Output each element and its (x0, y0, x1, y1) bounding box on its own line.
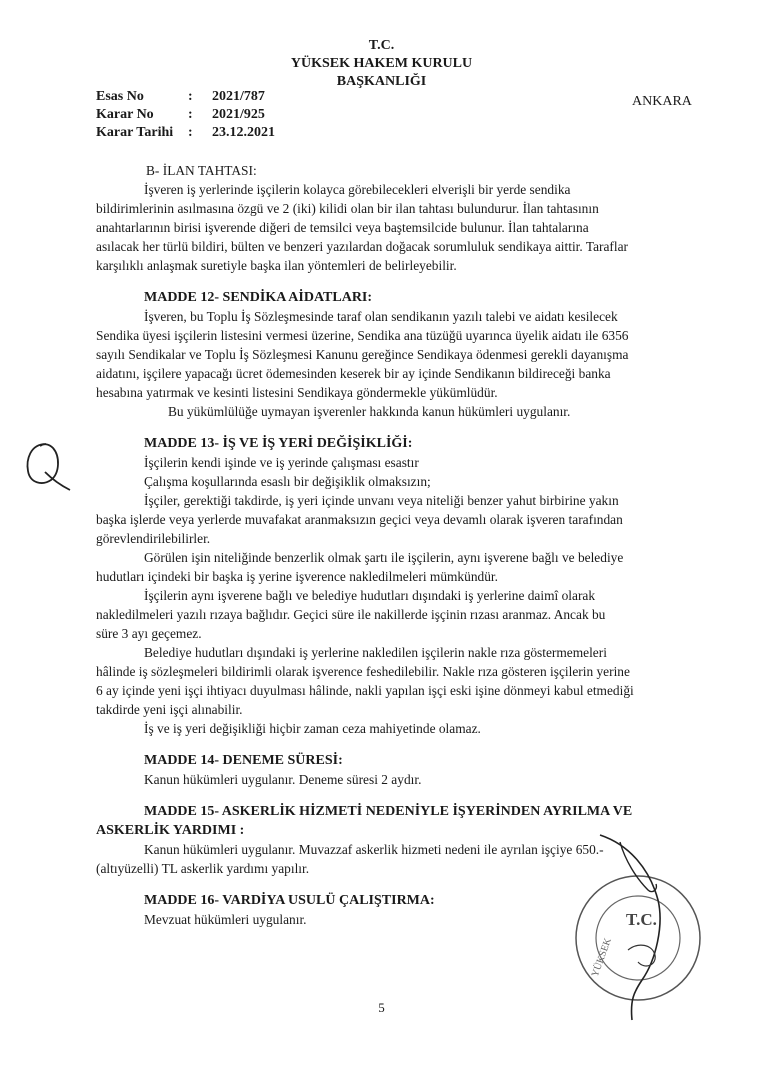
text-line: aidatını, işçilere yapacağı ücret ödemesinden keserek bir ay içinde Sendikanın bildireceği banka (96, 366, 611, 381)
article-heading: MADDE 12- SENDİKA AİDATLARI: (144, 290, 373, 305)
text-line: süre 3 ayı geçemez. (96, 626, 202, 641)
case-info-value: 2021/925 (212, 107, 265, 122)
section-heading: B- İLAN TAHTASI: (146, 163, 257, 178)
header-office: BAŞKANLIĞI (336, 74, 427, 89)
text-line: İşçilerin kendi işinde ve iş yerinde çalışması esastır (144, 455, 419, 470)
text-line: görevlendirilebilirler. (96, 531, 211, 546)
city: ANKARA (632, 94, 692, 109)
text-line: 6 ay içinde yeni işçi ihtiyacı duyulması hâlinde, nakli yapılan işçi eski işine dönmeyi kabul etmediği (96, 683, 634, 698)
case-info-row (96, 124, 275, 142)
text-line: hudutları içindeki bir başka iş yerine işverence nakledilmeleri mümkündür. (96, 569, 498, 584)
case-info-row (96, 88, 275, 106)
header-tc: T.C. (368, 38, 395, 53)
text-line: İşçilerin aynı işverene bağlı ve belediye hudutları dışındaki iş yerlerine daimî olarak (144, 588, 596, 603)
text-line: Görülen işin niteliğinde benzerlik olmak şartı ile işçilerin, aynı işverene bağlı ve belediye (144, 550, 624, 565)
text-line: İş ve iş yeri değişikliği hiçbir zaman ceza mahiyetinde olamaz. (144, 721, 481, 736)
text-line: İşveren iş yerlerinde işçilerin kolayca görebilecekleri elverişli bir yerde sendika (144, 182, 571, 197)
article-heading: MADDE 14- DENEME SÜRESİ: (144, 753, 343, 768)
text-line: takdirde yeni işçi alınabilir. (96, 702, 243, 717)
text-line: Çalışma koşullarında esaslı bir değişiklik olmaksızın; (144, 474, 431, 489)
page-number: 5 (378, 1000, 385, 1015)
text-line: İşveren, bu Toplu İş Sözleşmesinde taraf olan sendikanın yazılı talebi ve aidatı kesilecek (144, 309, 618, 324)
case-info-sep: : (188, 125, 193, 140)
case-info-key: Esas No (96, 89, 144, 104)
article-heading: MADDE 13- İŞ VE İŞ YERİ DEĞİŞİKLİĞİ: (144, 436, 413, 451)
official-stamp-icon (560, 830, 760, 1030)
article-heading: MADDE 16- VARDİYA USULÜ ÇALIŞTIRMA: (144, 893, 435, 908)
text-line: Belediye hudutları dışındaki iş yerlerine nakledilen işçilerin nakle rıza göstermemeleri (144, 645, 607, 660)
text-line: Sendika üyesi işçilerin listesini vermesi üzerine, Sendika ana tüzüğü uyarınca üyelik aidatı ile 6356 (96, 328, 629, 343)
text-line: Kanun hükümleri uygulanır. Deneme süresi 2 aydır. (144, 772, 422, 787)
text-line: Bu yükümlülüğe uymayan işverenler hakkında kanun hükümleri uygulanır. (168, 404, 571, 419)
text-line: Mevzuat hükümleri uygulanır. (144, 912, 307, 927)
margin-mark-icon (18, 438, 76, 494)
text-line: (altıyüzelli) TL askerlik yardımı yapılır. (96, 861, 310, 876)
case-info-value: 2021/787 (212, 89, 265, 104)
case-info-row (96, 106, 275, 124)
text-line: İşçiler, gerektiği takdirde, iş yeri içinde unvanı veya niteliği benzer yahut birbirine yakın (144, 493, 619, 508)
text-line: nakledilmeleri yazılı rızaya bağlıdır. Geçici süre ile nakillerde işçinin rızası aranmaz. Ancak bu (96, 607, 606, 622)
text-line: karşılıklı anlaşmak suretiyle başka ilan yöntemleri de belirleyebilir. (96, 258, 457, 273)
case-info-sep: : (188, 89, 193, 104)
text-line: Kanun hükümleri uygulanır. Muvazzaf askerlik hizmeti nedeni ile ayrılan işçiye 650.- (144, 842, 604, 857)
case-info-key: Karar Tarihi (96, 125, 174, 140)
text-line: hesabına yatırmak ve kesinti listesini Sendikaya göndermekle yükümlüdür. (96, 385, 498, 400)
text-line: başka işlerde veya yerlerde muvafakat aranmaksızın geçici veya devamlı olarak işveren tarafından (96, 512, 623, 527)
case-info-key: Karar No (96, 107, 154, 122)
header-institution: YÜKSEK HAKEM KURULU (290, 56, 473, 71)
text-line: bildirimlerinin asılmasına özgü ve 2 (iki) kilidi olan bir ilan tahtası bulundurur. İlan tahtasının (96, 201, 599, 216)
text-line: anahtarlarının birisi işverende diğeri de temsilci veya baştemsilcide bulunur. İlan tahtalarına (96, 220, 589, 235)
case-info-sep: : (188, 107, 193, 122)
article-heading: MADDE 15- ASKERLİK HİZMETİ NEDENİYLE İŞYERİNDEN AYRILMA VE (144, 804, 633, 819)
text-line: asılacak her türlü bildiri, bülten ve benzeri yazılardan doğacak sorumluluk sendikaya aittir. Taraflar (96, 239, 629, 254)
case-info-value: 23.12.2021 (212, 125, 275, 140)
case-info (96, 88, 275, 142)
article-heading: ASKERLİK YARDIMI : (96, 823, 245, 838)
stamp-text: T.C. (626, 910, 657, 929)
text-line: sayılı Sendikalar ve Toplu İş Sözleşmesi Kanunu gereğince Sendikaya ödenmesi gerekli dayanışma (96, 347, 629, 362)
text-line: hâlinde iş sözleşmeleri bildirimli olarak işverence feshedilebilir. Nakle rıza gösteren işçilerin yerine (96, 664, 630, 679)
stamp-ring-text: YÜKSEK (589, 936, 614, 979)
